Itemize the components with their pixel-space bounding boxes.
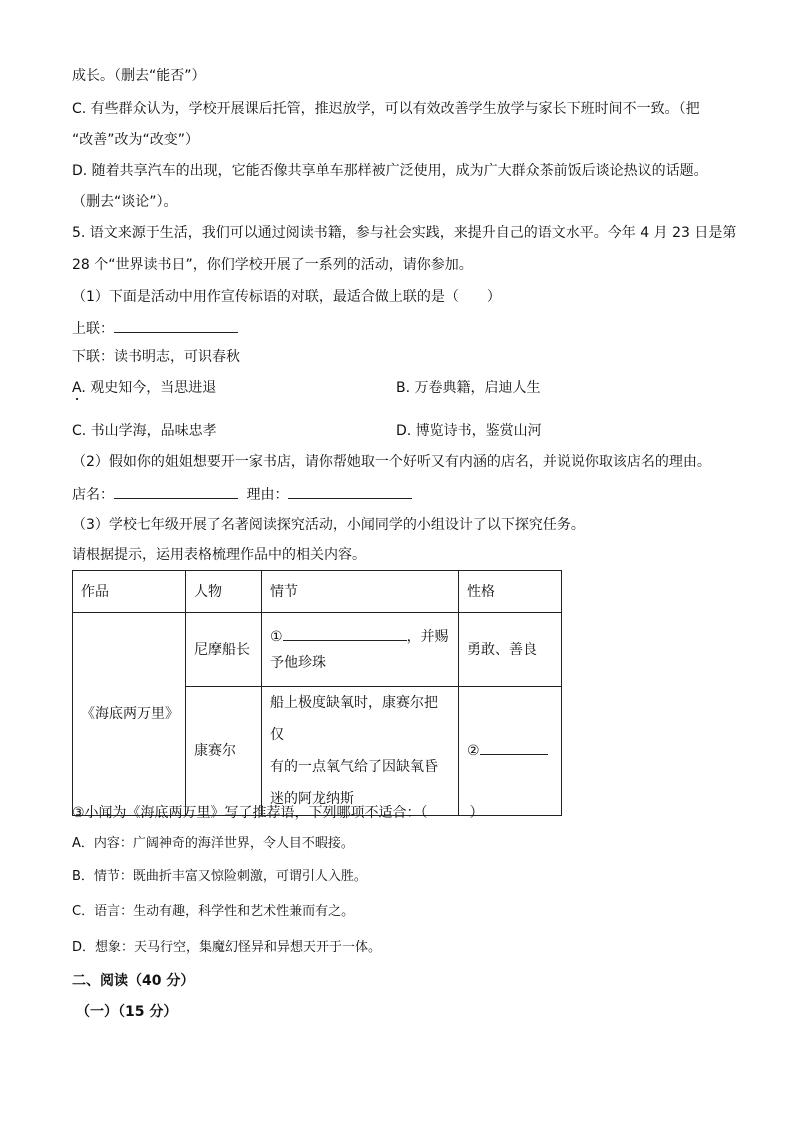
- rec-option-a: A．内容：广阔神奇的海洋世界，令人目不暇接。: [72, 836, 354, 851]
- table-header-row: [73, 571, 562, 613]
- cell-trait: [459, 687, 562, 816]
- question-5-text: 5. 语文来源于生活，我们可以通过阅读书籍，参与社会实践，来提升自己的语文水平。今年 4 月 23 日是第: [72, 225, 737, 241]
- option-d: D. 博览诗书，鉴赏山河: [396, 423, 542, 439]
- option-d-text: D. 随着共享汽车的出现，它能否像共享单车那样被广泛使用，成为广大群众茶前饭后谈论热议的话题。: [72, 163, 708, 179]
- shanglian-line: [72, 317, 238, 339]
- text-line: “改善”改为“改变”）: [72, 132, 200, 148]
- cell-plot: [262, 613, 459, 687]
- rec-option-b: B．情节：既曲折丰富又惊险刺激，可谓引人入胜。: [72, 869, 367, 884]
- reason-blank[interactable]: [288, 483, 412, 499]
- table-row: [73, 613, 562, 687]
- option-c-text: C. 有些群众认为，学校开展课后托管，推迟放学，可以有效改善学生放学与家长下班时间不一致。（把: [72, 101, 700, 117]
- plot-line2: 有的一点氧气给了因缺氧昏: [270, 759, 438, 775]
- section-heading: 二、阅读（40 分）: [72, 973, 195, 989]
- stray-mark: [76, 398, 78, 400]
- recommendation-question: ③小闻为《海底两万里》写了推荐语，下列哪项不适合：（ ）: [72, 805, 484, 821]
- shanglian-label: 上联：: [72, 321, 114, 337]
- cell-trait: 勇敢、善良: [459, 613, 562, 687]
- rec-option-c: C．语言：生动有趣，科学性和艺术性兼而有之。: [72, 904, 355, 919]
- header-person: 人物: [186, 571, 262, 613]
- shop-name-label: 店名：: [72, 487, 114, 503]
- cell-plot: [262, 687, 459, 816]
- reason-label: 理由：: [246, 487, 289, 503]
- rec-option-d: D．想象：天马行空，集魔幻怪异和异想天开于一体。: [72, 940, 382, 955]
- cell-person: 康赛尔: [186, 687, 262, 816]
- option-c: C. 书山学海，品味忠孝: [72, 423, 217, 439]
- circled-number: ②: [467, 743, 480, 759]
- option-a: A. 观史知今，当思进退: [72, 380, 217, 396]
- plot-line2: 予他珍珠: [270, 654, 326, 671]
- cell-person: 尼摩船长: [186, 613, 262, 687]
- reading-table: [72, 570, 562, 816]
- plot-suffix: ，并赐: [406, 628, 449, 645]
- plot-line1: 船上极度缺氧时，康赛尔把仅: [270, 695, 438, 743]
- header-work: 作品: [73, 571, 186, 613]
- question-5-text-cont: 28 个“世界读书日”，你们学校开展了一系列的活动，请你参加。: [72, 257, 473, 273]
- circled-number: ①: [270, 628, 283, 645]
- xialian-line: 下联：读书明志，可识春秋: [72, 349, 240, 365]
- trait-blank[interactable]: [480, 739, 548, 755]
- shop-name-blank[interactable]: [114, 483, 238, 499]
- header-plot: 情节: [262, 571, 459, 613]
- shanglian-blank[interactable]: [114, 317, 238, 333]
- subquestion-3-hint: 请根据提示，运用表格梳理作品中的相关内容。: [72, 547, 366, 563]
- cell-work: 《海底两万里》: [73, 613, 186, 816]
- text-line: 成长。（删去“能否”）: [72, 68, 206, 84]
- text-line: （删去“谈论”）。: [72, 194, 178, 210]
- subsection-heading: （一）（15 分）: [76, 1004, 178, 1020]
- option-b: B. 万卷典籍，启迪人生: [396, 380, 541, 396]
- header-trait: 性格: [459, 571, 562, 613]
- subquestion-3: （3）学校七年级开展了名著阅读探究活动，小闻同学的小组设计了以下探究任务。: [72, 517, 585, 533]
- plot-line3: 迷的阿龙纳斯: [270, 791, 354, 807]
- subquestion-2: （2）假如你的姐姐想要开一家书店，请你帮她取一个好听又有内涵的店名，并说说你取该店名的理由。: [72, 454, 711, 470]
- shop-name-line: [72, 483, 412, 505]
- subquestion-1: （1）下面是活动中用作宣传标语的对联，最适合做上联的是（ ）: [72, 289, 501, 305]
- plot-blank[interactable]: [283, 625, 407, 641]
